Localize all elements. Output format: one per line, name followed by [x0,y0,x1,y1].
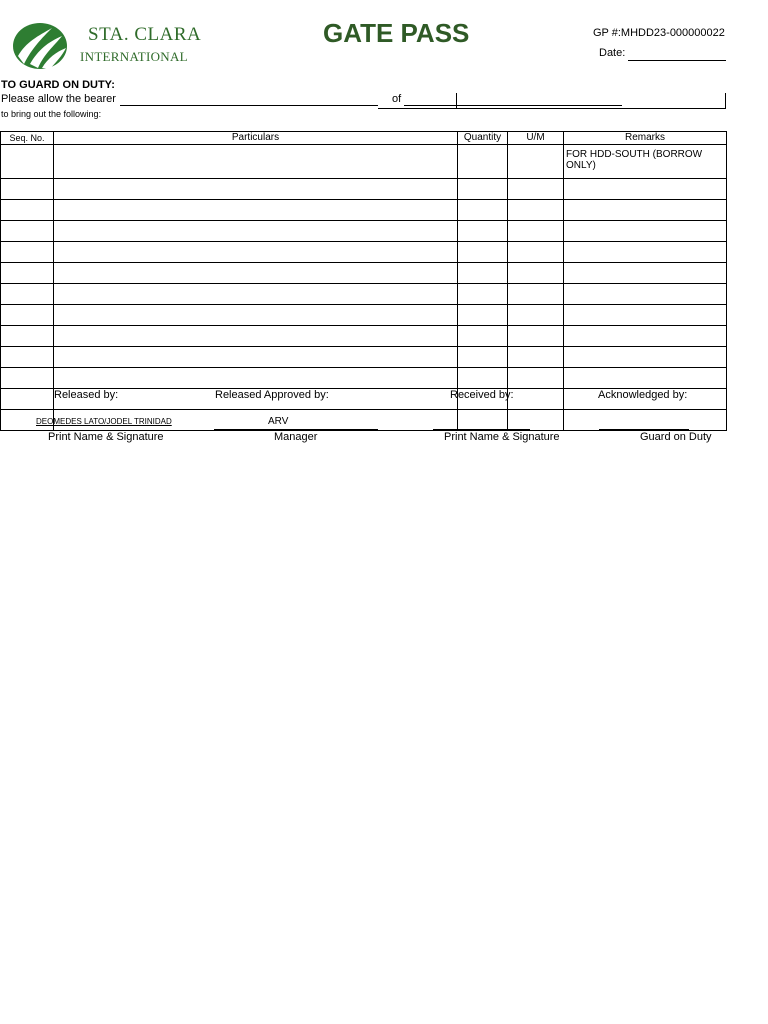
seq-no-cell[interactable] [1,221,54,242]
seq-no-cell[interactable] [1,347,54,368]
um-cell[interactable] [508,284,564,305]
um-cell[interactable] [508,145,564,179]
approved-signature-line [214,429,378,430]
company-name: STA. CLARA [88,24,202,45]
particulars-cell[interactable] [54,179,458,200]
remarks-cell[interactable] [564,242,727,263]
quantity-cell[interactable] [458,179,508,200]
table-row [1,347,727,368]
guard-heading: TO GUARD ON DUTY: [1,79,115,91]
particulars-cell[interactable] [54,200,458,221]
table-row [1,284,727,305]
seq-no-cell[interactable] [1,242,54,263]
particulars-cell[interactable] [54,284,458,305]
particulars-cell[interactable] [54,145,458,179]
um-cell[interactable] [508,368,564,389]
date-field-line[interactable] [628,60,726,61]
table-row [1,305,727,326]
particulars-cell[interactable] [54,263,458,284]
um-cell[interactable] [508,200,564,221]
um-cell[interactable] [508,347,564,368]
received-signature-line[interactable] [433,429,530,430]
released-approved-by-label: Released Approved by: [215,389,329,401]
remarks-cell[interactable] [564,263,727,284]
released-by-label: Released by: [54,389,119,401]
quantity-cell[interactable] [458,200,508,221]
column-header-particulars: Particulars [54,132,458,145]
acknowledged-by-label: Acknowledged by: [598,389,688,401]
um-cell[interactable] [508,410,564,431]
divider [725,93,726,108]
um-cell[interactable] [508,221,564,242]
of-label: of [392,93,402,105]
particulars-cell[interactable] [54,326,458,347]
company-subtitle: INTERNATIONAL [80,49,188,64]
particulars-cell[interactable] [54,347,458,368]
table-row [1,326,727,347]
remarks-cell[interactable] [564,221,727,242]
quantity-cell[interactable] [458,145,508,179]
column-header-seq-no: Seq. No. [1,132,54,145]
um-cell[interactable] [508,242,564,263]
remarks-cell[interactable] [564,347,727,368]
table-row [1,368,727,389]
um-cell[interactable] [508,389,564,410]
table-row [1,263,727,284]
remarks-cell[interactable] [564,284,727,305]
table-header-row [1,132,727,145]
quantity-cell[interactable] [458,263,508,284]
column-header-quantity: Quantity [458,132,508,145]
table-row [1,145,727,179]
um-cell[interactable] [508,326,564,347]
seq-no-cell[interactable] [1,200,54,221]
remarks-cell[interactable] [564,368,727,389]
seq-no-cell[interactable] [1,263,54,284]
column-header-um: U/M [508,132,564,145]
released-caption: Print Name & Signature [48,431,164,443]
remarks-cell[interactable] [564,305,727,326]
remarks-cell[interactable] [564,410,727,431]
bearer-company-field[interactable] [404,105,622,106]
um-cell[interactable] [508,179,564,200]
seq-no-cell[interactable] [1,145,54,179]
divider [378,108,726,109]
quantity-cell[interactable] [458,221,508,242]
remarks-cell[interactable] [564,179,727,200]
sta-clara-leaf-logo-icon [12,22,68,70]
received-by-label: Received by: [450,389,514,401]
particulars-cell[interactable] [54,305,458,326]
remarks-cell[interactable] [564,326,727,347]
particulars-cell[interactable] [54,242,458,263]
bring-out-label: to bring out the following: [1,109,102,119]
seq-no-cell[interactable] [1,179,54,200]
remarks-cell[interactable] [564,200,727,221]
items-table [0,131,727,431]
seq-no-cell[interactable] [1,326,54,347]
acknowledged-signature-line[interactable] [599,429,689,430]
table-row [1,200,727,221]
approved-caption: Manager [274,431,318,443]
bearer-name-field[interactable] [120,105,378,106]
quantity-cell[interactable] [458,410,508,431]
quantity-cell[interactable] [458,347,508,368]
particulars-cell[interactable] [54,221,458,242]
allow-bearer-label: Please allow the bearer [1,93,116,105]
seq-no-cell[interactable] [1,389,54,410]
table-row [1,179,727,200]
quantity-cell[interactable] [458,242,508,263]
column-header-remarks: Remarks [564,132,727,145]
approved-by-name[interactable]: ARV [268,416,289,427]
received-caption: Print Name & Signature [444,431,560,443]
remarks-cell[interactable]: FOR HDD-SOUTH (BORROW ONLY) [564,145,727,179]
divider [456,93,457,108]
table-row [1,242,727,263]
um-cell[interactable] [508,263,564,284]
seq-no-cell[interactable] [1,368,54,389]
quantity-cell[interactable] [458,284,508,305]
released-by-name[interactable]: DEOMEDES LATO/JODEL TRINIDAD [36,417,172,426]
document-title: GATE PASS [323,18,470,48]
seq-no-cell[interactable] [1,284,54,305]
gate-pass-number: GP #:MHDD23-000000022 [593,27,725,39]
acknowledged-caption: Guard on Duty [640,431,712,443]
quantity-cell[interactable] [458,305,508,326]
date-label: Date: [599,47,626,59]
um-cell[interactable] [508,305,564,326]
seq-no-cell[interactable] [1,305,54,326]
table-row [1,221,727,242]
quantity-cell[interactable] [458,326,508,347]
particulars-cell[interactable] [54,368,458,389]
quantity-cell[interactable] [458,368,508,389]
